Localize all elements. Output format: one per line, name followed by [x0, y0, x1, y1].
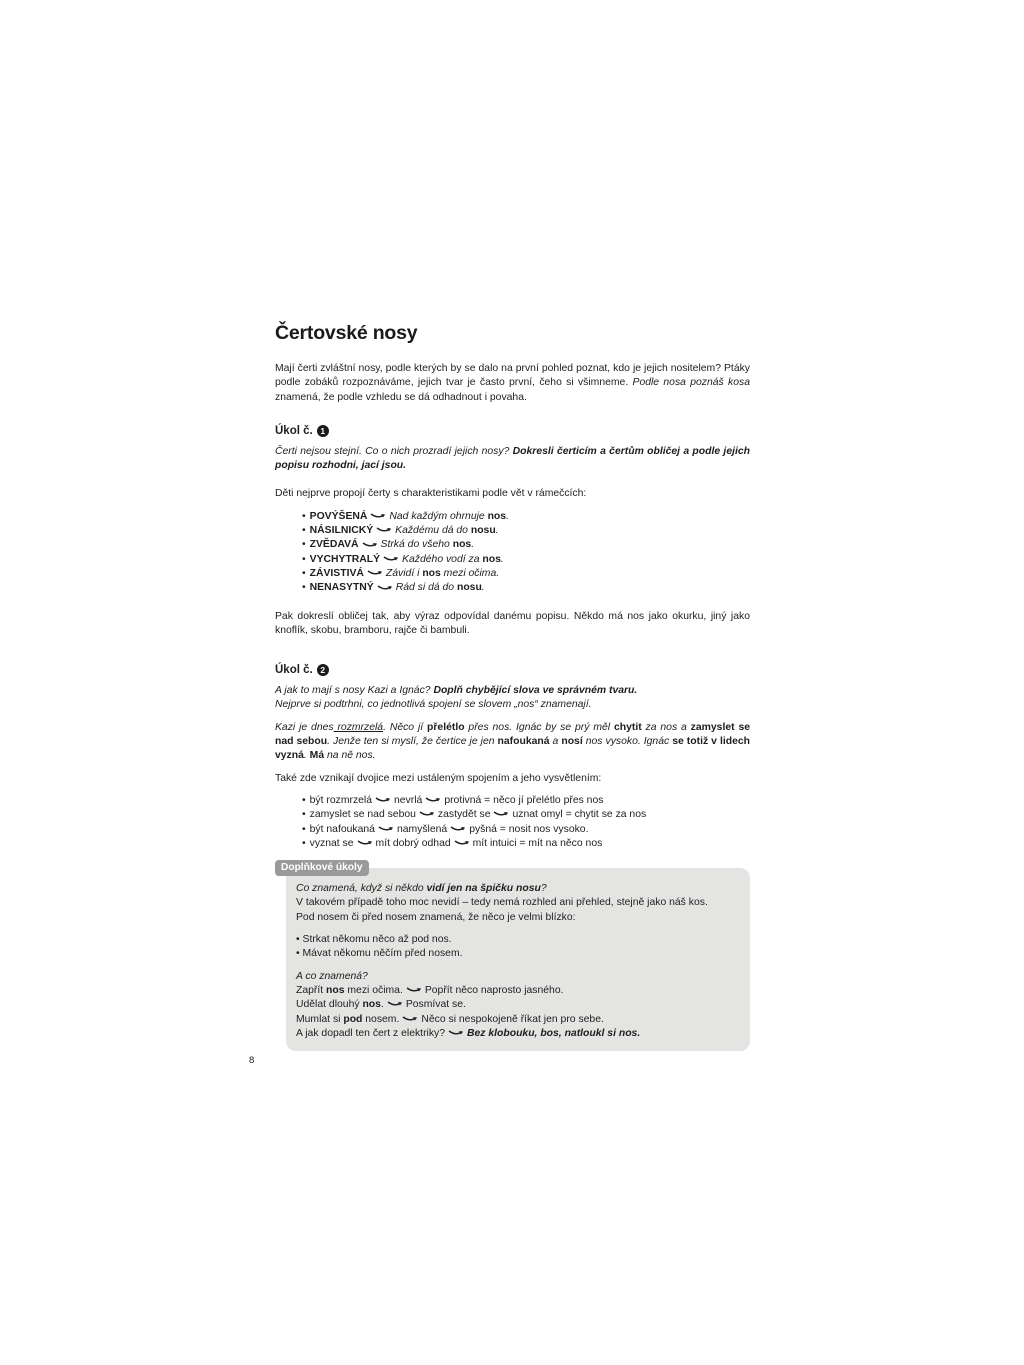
pair-phrase: zamyslet se nad sebou — [309, 809, 416, 821]
idiom-row — [296, 1027, 738, 1041]
trait-sentence: Každého vodí za — [402, 553, 483, 565]
extra-line-1: V takovém případě toho moc nevidí – tedy nemá rozhled ani přehled, stejně jako náš kos. — [296, 897, 708, 909]
task1-instr-bold: Dokresli čerticím a čertům obličej a podle jejich popisu rozhodni, jací jsou. — [275, 445, 750, 472]
list-item — [302, 538, 750, 552]
trait-sentence-end: . — [500, 553, 504, 565]
list-item — [302, 553, 750, 567]
trait-sentence: Strká do všeho — [380, 539, 453, 551]
task2-heading-label: Úkol č. — [275, 664, 313, 677]
trait-sentence-end: . — [495, 525, 499, 537]
task2-heading — [275, 664, 750, 676]
trait-word: ZÁVISTIVÁ — [309, 567, 364, 579]
idiom-bold: nos — [362, 999, 381, 1011]
task2-instr-italic: A jak to mají s nosy Kazi a Ignác? — [275, 685, 434, 697]
task2-instr2-text: Nejprve si podtrhni, co jednotlivá spojení se slovem „nos“ znamenají. — [275, 699, 592, 711]
extra-question-text: Co znamená, když si někdo — [296, 883, 427, 895]
extra-bullet: • Mávat někomu něčím před nosem. — [296, 948, 463, 960]
idiom-meaning: Něco si nespokojeně říkat jen pro sebe. — [421, 1013, 604, 1025]
extra-tasks-box — [286, 868, 750, 1051]
intro-paragraph — [275, 362, 750, 405]
trait-word: NENASYTNÝ — [309, 582, 374, 594]
list-item — [302, 581, 750, 595]
extra-tasks-tag: Doplňkové úkoly — [275, 860, 369, 876]
story-text: . Jenže ten si myslí, že čertice je jen — [327, 736, 498, 748]
task1-instr-italic: Čerti nejsou stejní. Co o nich prozradí jejich nosy? — [275, 445, 513, 457]
pair-phrase: vyznat se — [309, 837, 354, 849]
idiom-row — [296, 1013, 738, 1027]
list-item — [302, 510, 750, 524]
trait-nos: nosu — [456, 582, 482, 594]
arrow-icon — [362, 541, 378, 549]
story-text: na ně nos. — [324, 750, 376, 762]
arrow-icon — [493, 810, 509, 818]
trait-sentence: Nad každým ohrnuje — [389, 510, 488, 522]
arrow-icon — [367, 569, 383, 577]
idiom-answer: Bez klobouku, bos, natloukl si nos. — [467, 1027, 641, 1039]
task1-heading — [275, 425, 750, 437]
pair-synonym: nevrlá — [394, 794, 423, 806]
task1-heading-label: Úkol č. — [275, 424, 313, 437]
task1-instructions — [275, 445, 750, 474]
task1-lead: Děti nejprve propojí čerty s charakteristikami podle vět v rámečcích: — [275, 488, 587, 500]
story-text: . — [303, 750, 310, 762]
pair-phrase: být nafoukaná — [309, 823, 375, 835]
trait-nos: nos — [482, 553, 501, 565]
trait-nos: nosu — [470, 525, 496, 537]
extra-question-mark: ? — [540, 883, 547, 895]
trait-word: POVÝŠENÁ — [309, 510, 368, 522]
task1-outro: Pak dokreslí obličej tak, aby výraz odpovídal danému popisu. Někdo má nos jako okurku, jiný jako knoflík, skobu, bramboru, rajče či bambuli. — [275, 610, 750, 636]
arrow-icon — [419, 810, 435, 818]
intro-proverb: Podle nosa poznáš kosa — [632, 377, 750, 389]
arrow-icon — [454, 839, 470, 847]
idiom-row — [296, 984, 738, 998]
story-text: a — [549, 736, 562, 748]
intro-text-end: znamená, že podle vzhledu se dá odhadnout i povaha. — [275, 391, 527, 403]
idiom-text: Udělat dlouhý — [296, 999, 363, 1011]
idiom-meaning: Posmívat se. — [405, 999, 466, 1011]
task2-instr-bold: Doplň chybějící slova ve správném tvaru. — [433, 685, 638, 697]
idiom-text-end: nosem. — [362, 1013, 400, 1025]
list-item — [302, 823, 750, 837]
task2-lead: Také zde vznikají dvojice mezi ustáleným spojením a jeho vysvětlením: — [275, 772, 602, 784]
task2-number-badge: 2 — [317, 664, 329, 676]
pair-meaning: protivná = něco jí přelétlo přes nos — [444, 794, 604, 806]
story-filled-word: chytit — [613, 721, 642, 733]
list-item — [302, 524, 750, 538]
extra-tasks-section — [275, 862, 750, 1051]
pair-synonym: namyšlená — [396, 823, 448, 835]
arrow-icon — [383, 555, 399, 563]
pair-meaning: pyšná = nosit nos vysoko. — [469, 823, 589, 835]
list-item — [302, 837, 750, 851]
story-filled-word: se totiž v lidech vyzná — [275, 736, 751, 762]
task2-list — [275, 794, 750, 851]
idiom-bold: nos — [326, 984, 345, 996]
extra-line-2: Pod nosem či před nosem znamená, že něco je velmi blízko: — [296, 911, 576, 923]
story-filled-word: rozmrzelá — [333, 721, 384, 733]
page-title: Čertovské nosy — [275, 322, 418, 344]
trait-word: NÁSILNICKÝ — [309, 525, 374, 537]
idiom-row — [296, 998, 738, 1012]
arrow-icon — [376, 526, 392, 534]
story-text: přes nos. Ignác by se prý měl — [464, 721, 614, 733]
extra-question-2-text: A co znamená? — [296, 970, 368, 982]
extra-question — [296, 882, 738, 896]
trait-nos: nos — [422, 567, 441, 579]
arrow-icon — [378, 825, 394, 833]
arrow-icon — [387, 1000, 403, 1008]
arrow-icon — [377, 584, 393, 592]
idiom-text: Mumlat si — [296, 1013, 344, 1025]
trait-sentence-end: . — [506, 510, 509, 522]
trait-word: ZVĚDAVÁ — [309, 539, 359, 551]
intro-text: Mají čerti zvláštní nosy, podle kterých by se dalo na první pohled poznat, kdo je jejich nositelem? Ptáky podle zobáků rozpoznáváme, jejich tvar je často první, čeho si všimneme. — [275, 363, 750, 389]
arrow-icon — [370, 512, 386, 520]
idiom-text-end: . — [380, 999, 384, 1011]
list-item — [302, 567, 750, 581]
task2-instructions — [275, 684, 750, 698]
trait-nos: nos — [452, 539, 472, 551]
idiom-meaning: Popřít něco naprosto jasného. — [424, 984, 564, 996]
story-text: nos vysoko. Ignác — [582, 736, 673, 748]
trait-sentence: Závidí i — [385, 567, 423, 579]
extra-question-bold: vidí jen na špičku nosu — [426, 883, 541, 895]
arrow-icon — [425, 796, 441, 804]
arrow-icon — [375, 796, 391, 804]
extra-bullet-text: Mávat někomu něčím před nosem. — [302, 948, 463, 960]
extra-bullet-text: Strkat někomu něco až pod nos. — [302, 934, 452, 946]
story-text: za nos a — [641, 721, 691, 733]
trait-sentence: Každému dá do — [395, 525, 471, 537]
pair-phrase: být rozmrzelá — [309, 794, 372, 806]
task1-number-badge: 1 — [317, 425, 329, 437]
story-filled-word: zamyslet se nad sebou — [275, 721, 750, 748]
story-text: . Něco jí — [383, 721, 428, 733]
trait-sentence-end: . — [471, 539, 475, 551]
page-number: 8 — [249, 1055, 255, 1066]
arrow-icon — [357, 839, 373, 847]
task1-list — [275, 510, 750, 596]
story-filled-word: Má — [309, 750, 325, 762]
idiom-text-end: mezi očima. — [344, 984, 403, 996]
idiom-bold: pod — [343, 1013, 363, 1025]
arrow-icon — [406, 986, 422, 994]
trait-word: VYCHYTRALÝ — [309, 553, 381, 565]
story-filled-word: přelétlo — [427, 721, 465, 733]
list-item — [302, 794, 750, 808]
trait-sentence: Rád si dá do — [395, 582, 457, 594]
arrow-icon — [448, 1029, 464, 1037]
pair-meaning: mít intuici = mít na něco nos — [472, 837, 603, 849]
trait-sentence-end: mezi očima. — [440, 567, 500, 579]
task2-story — [275, 721, 750, 764]
trait-nos: nos — [487, 510, 507, 522]
task2-instructions-2 — [275, 698, 750, 712]
idiom-text: Zapřít — [296, 984, 327, 996]
story-filled-word: nosí — [561, 736, 583, 748]
story-filled-word: nafoukaná — [497, 736, 550, 748]
list-item — [302, 808, 750, 822]
pair-synonym: mít dobrý odhad — [375, 837, 451, 849]
story-text: Kazi je dnes — [275, 721, 334, 733]
arrow-icon — [402, 1015, 418, 1023]
extra-question-2 — [296, 970, 738, 984]
page-content — [275, 322, 750, 1051]
pair-meaning: uznat omyl = chytit se za nos — [512, 809, 647, 821]
extra-bullet: • Strkat někomu něco až pod nos. — [296, 934, 452, 946]
pair-synonym: zastydět se — [437, 809, 491, 821]
idiom-text: A jak dopadl ten čert z elektriky? — [296, 1027, 446, 1039]
arrow-icon — [450, 825, 466, 833]
trait-sentence-end: . — [481, 582, 485, 594]
